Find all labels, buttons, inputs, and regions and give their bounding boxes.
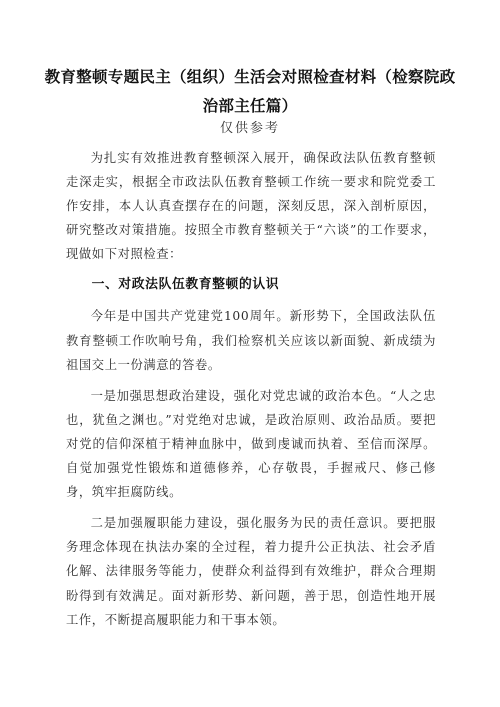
body-paragraph-1: 今年是中国共产党建党100周年。新形势下，全国政法队伍教育整顿工作吹响号角，我们检察机关应该以新面貌、新成绩为祖国交上一份满意的答卷。: [66, 309, 436, 372]
intro-paragraph: 为扎实有效推进教育整顿深入展开，确保政法队伍教育整顿走深走实，根据全市政法队伍教育整顿工作统一要求和院党委工作安排，本人认真查摆存在的问题，深刻反思，深入剖析原因，研究整改对策措施。按照全市教育整顿关于“六谈”的工作要求，现做如下对照检查：: [66, 151, 436, 262]
body-paragraph-3: 二是加强履职能力建设，强化服务为民的责任意识。要把服务理念体现在执法办案的全过程，着力提升公正执法、社会矛盾化解、法律服务等能力，使群众利益得到有效维护，群众合理期盼得到有效满足。面对新形势、新问题，善于思，创造性地开展工作，不断提高履职能力和干事本领。: [66, 516, 436, 627]
document-body: [66, 146, 436, 639]
body-paragraph-2: 一是加强思想政治建设，强化对党忠诚的政治本色。“人之忠也，犹鱼之渊也。”对党绝对忠诚，是政治原则、政治品质。要把对党的信仰深植于精神血脉中，做到虔诚而执着、至信而深厚。自觉加强党性锻炼和道德修养，心存敬畏，手握戒尺、修己修身，筑牢拒腐防线。: [66, 388, 436, 500]
document-title: 教育整顿专题民主（组织）生活会对照检查材料（检察院政治部主任篇）: [44, 67, 456, 115]
section-heading: 一、对政法队伍教育整顿的认识: [91, 277, 280, 293]
document-subtitle: 仅供参考: [219, 121, 280, 136]
